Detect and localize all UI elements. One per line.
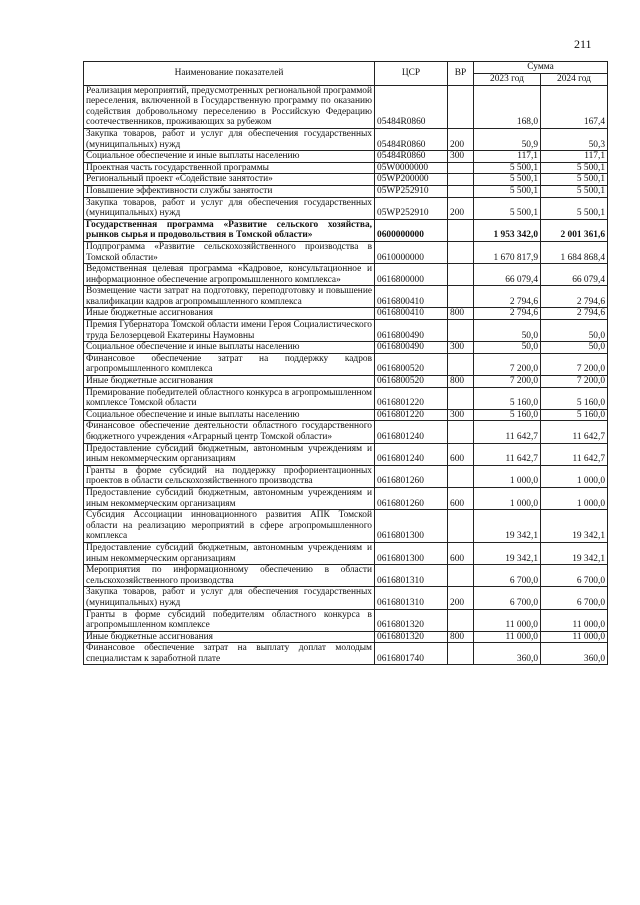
row-value-2023: 6 700,0 bbox=[474, 565, 541, 587]
row-csr: 0616800410 bbox=[375, 286, 448, 308]
row-value-2024: 11 000,0 bbox=[541, 631, 608, 643]
row-value-2024: 2 001 361,6 bbox=[541, 219, 608, 241]
row-name: Закупка товаров, работ и услуг для обеспечения государственных (муниципальных) нужд bbox=[84, 128, 375, 150]
row-name: Финансовое обеспечение деятельности областного государственного бюджетного учреждения «Аграрный центр Томской области» bbox=[84, 421, 375, 443]
table-row bbox=[84, 643, 608, 665]
row-value-2023: 5 500,1 bbox=[474, 185, 541, 197]
row-vr bbox=[448, 643, 474, 665]
row-vr bbox=[448, 185, 474, 197]
table-row bbox=[84, 128, 608, 150]
table-row bbox=[84, 185, 608, 197]
row-value-2024: 5 160,0 bbox=[541, 387, 608, 409]
row-vr bbox=[448, 174, 474, 186]
row-value-2024: 2 794,6 bbox=[541, 308, 608, 320]
row-vr: 300 bbox=[448, 409, 474, 421]
row-value-2023: 1 000,0 bbox=[474, 465, 541, 487]
row-value-2024: 50,0 bbox=[541, 320, 608, 342]
row-name: Закупка товаров, работ и услуг для обеспечения государственных (муниципальных) нужд bbox=[84, 587, 375, 609]
table-row bbox=[84, 487, 608, 509]
table-row bbox=[84, 197, 608, 219]
row-name: Премия Губернатора Томской области имени Героя Социалистического труда Белозерцевой Екатерины Наумовны bbox=[84, 320, 375, 342]
row-value-2024: 5 500,1 bbox=[541, 197, 608, 219]
header-year-2023: 2023 год bbox=[474, 74, 541, 86]
row-name: Иные бюджетные ассигнования bbox=[84, 631, 375, 643]
row-value-2024: 19 342,1 bbox=[541, 542, 608, 564]
row-csr: 0616800520 bbox=[375, 376, 448, 388]
row-csr: 0616800410 bbox=[375, 308, 448, 320]
row-name: Социальное обеспечение и иные выплаты населению bbox=[84, 409, 375, 421]
table-row bbox=[84, 320, 608, 342]
row-name: Социальное обеспечение и иные выплаты населению bbox=[84, 342, 375, 354]
row-name: Региональный проект «Содействие занятости» bbox=[84, 174, 375, 186]
row-value-2024: 11 000,0 bbox=[541, 609, 608, 631]
row-name: Государственная программа «Развитие сельского хозяйства, рынков сырья и продовольствия в Томской области» bbox=[84, 219, 375, 241]
row-vr: 800 bbox=[448, 376, 474, 388]
row-name: Реализация мероприятий, предусмотренных региональной программой переселения, включенной в Государственную программу по оказанию содействия добровольному переселению в Российскую Федерацию соотечественников, проживающих за рубежом bbox=[84, 85, 375, 128]
table-row bbox=[84, 376, 608, 388]
row-value-2024: 1 000,0 bbox=[541, 487, 608, 509]
row-value-2024: 360,0 bbox=[541, 643, 608, 665]
row-csr: 0616801220 bbox=[375, 409, 448, 421]
row-value-2023: 11 000,0 bbox=[474, 609, 541, 631]
row-csr: 0616801310 bbox=[375, 565, 448, 587]
row-vr bbox=[448, 264, 474, 286]
row-name: Премирование победителей областного конкурса в агропромышленном комплексе Томской области bbox=[84, 387, 375, 409]
row-value-2023: 1 953 342,0 bbox=[474, 219, 541, 241]
table-row bbox=[84, 409, 608, 421]
row-csr: 05WP200000 bbox=[375, 174, 448, 186]
row-value-2023: 50,9 bbox=[474, 128, 541, 150]
row-value-2024: 1 000,0 bbox=[541, 465, 608, 487]
row-csr: 0616801300 bbox=[375, 510, 448, 543]
row-csr: 0616801220 bbox=[375, 387, 448, 409]
row-value-2024: 11 642,7 bbox=[541, 443, 608, 465]
table-row bbox=[84, 387, 608, 409]
row-csr: 05WP252910 bbox=[375, 197, 448, 219]
row-name: Предоставление субсидий бюджетным, автономным учреждениям и иным некоммерческим организациям bbox=[84, 542, 375, 564]
row-name: Гранты в форме субсидий победителям областного конкурса в агропромышленном комплексе bbox=[84, 609, 375, 631]
table-row bbox=[84, 609, 608, 631]
table-row bbox=[84, 421, 608, 443]
row-value-2024: 2 794,6 bbox=[541, 286, 608, 308]
row-vr: 200 bbox=[448, 128, 474, 150]
row-value-2024: 19 342,1 bbox=[541, 510, 608, 543]
row-value-2023: 2 794,6 bbox=[474, 286, 541, 308]
row-vr: 600 bbox=[448, 542, 474, 564]
row-name: Иные бюджетные ассигнования bbox=[84, 376, 375, 388]
row-vr bbox=[448, 387, 474, 409]
row-vr: 300 bbox=[448, 342, 474, 354]
row-name: Мероприятия по информационному обеспечению в области сельскохозяйственного производства bbox=[84, 565, 375, 587]
row-value-2024: 7 200,0 bbox=[541, 353, 608, 375]
table-row bbox=[84, 443, 608, 465]
row-vr bbox=[448, 219, 474, 241]
row-value-2023: 117,1 bbox=[474, 151, 541, 163]
row-value-2023: 5 160,0 bbox=[474, 409, 541, 421]
row-csr: 0616800000 bbox=[375, 264, 448, 286]
header-year-2024: 2024 год bbox=[541, 74, 608, 86]
row-value-2024: 5 500,1 bbox=[541, 174, 608, 186]
row-vr bbox=[448, 162, 474, 174]
row-csr: 05484R0860 bbox=[375, 151, 448, 163]
row-csr: 0616801260 bbox=[375, 465, 448, 487]
header-vr: ВР bbox=[448, 62, 474, 86]
row-csr: 0616800490 bbox=[375, 342, 448, 354]
row-vr bbox=[448, 565, 474, 587]
row-csr: 0616800490 bbox=[375, 320, 448, 342]
row-value-2024: 5 160,0 bbox=[541, 409, 608, 421]
table-row bbox=[84, 587, 608, 609]
table-body bbox=[84, 85, 608, 665]
row-vr bbox=[448, 421, 474, 443]
row-csr: 0616801320 bbox=[375, 631, 448, 643]
header-name: Наименование показателей bbox=[84, 62, 375, 86]
row-value-2024: 11 642,7 bbox=[541, 421, 608, 443]
row-value-2024: 66 079,4 bbox=[541, 264, 608, 286]
row-csr: 0610000000 bbox=[375, 241, 448, 263]
row-name: Закупка товаров, работ и услуг для обеспечения государственных (муниципальных) нужд bbox=[84, 197, 375, 219]
row-vr bbox=[448, 353, 474, 375]
row-name: Гранты в форме субсидий на поддержку профориентационных проектов в области сельскохозяйственного производства bbox=[84, 465, 375, 487]
row-value-2024: 117,1 bbox=[541, 151, 608, 163]
row-vr: 800 bbox=[448, 631, 474, 643]
table-row bbox=[84, 264, 608, 286]
row-name: Предоставление субсидий бюджетным, автономным учреждениям и иным некоммерческим организациям bbox=[84, 443, 375, 465]
row-value-2023: 7 200,0 bbox=[474, 353, 541, 375]
row-value-2023: 6 700,0 bbox=[474, 587, 541, 609]
row-value-2023: 5 160,0 bbox=[474, 387, 541, 409]
budget-table bbox=[83, 61, 608, 665]
row-name: Социальное обеспечение и иные выплаты населению bbox=[84, 151, 375, 163]
row-value-2023: 5 500,1 bbox=[474, 162, 541, 174]
row-vr bbox=[448, 85, 474, 128]
row-name: Финансовое обеспечение затрат на поддержку кадров агропромышленного комплекса bbox=[84, 353, 375, 375]
row-csr: 0600000000 bbox=[375, 219, 448, 241]
header-sum: Сумма bbox=[474, 62, 608, 74]
table-row bbox=[84, 241, 608, 263]
row-vr: 800 bbox=[448, 308, 474, 320]
row-value-2024: 50,3 bbox=[541, 128, 608, 150]
row-value-2023: 168,0 bbox=[474, 85, 541, 128]
row-value-2023: 19 342,1 bbox=[474, 542, 541, 564]
row-vr bbox=[448, 609, 474, 631]
row-vr bbox=[448, 465, 474, 487]
row-csr: 05W0000000 bbox=[375, 162, 448, 174]
row-csr: 0616801240 bbox=[375, 421, 448, 443]
row-value-2024: 5 500,1 bbox=[541, 185, 608, 197]
row-vr: 600 bbox=[448, 487, 474, 509]
row-value-2023: 7 200,0 bbox=[474, 376, 541, 388]
table-row bbox=[84, 151, 608, 163]
table-row bbox=[84, 219, 608, 241]
row-value-2023: 11 642,7 bbox=[474, 421, 541, 443]
row-csr: 0616800520 bbox=[375, 353, 448, 375]
row-name: Возмещение части затрат на подготовку, переподготовку и повышение квалификации кадров агропромышленного комплекса bbox=[84, 286, 375, 308]
row-csr: 05WP252910 bbox=[375, 185, 448, 197]
header-csr: ЦСР bbox=[375, 62, 448, 86]
row-value-2024: 1 684 868,4 bbox=[541, 241, 608, 263]
row-name: Подпрограмма «Развитие сельскохозяйственного производства в Томской области» bbox=[84, 241, 375, 263]
table-row bbox=[84, 342, 608, 354]
table-row bbox=[84, 631, 608, 643]
row-name: Ведомственная целевая программа «Кадровое, консультационное и информационное обеспечение агропромышленного комплекса» bbox=[84, 264, 375, 286]
table-header-row bbox=[84, 62, 608, 74]
row-value-2023: 50,0 bbox=[474, 342, 541, 354]
row-value-2023: 66 079,4 bbox=[474, 264, 541, 286]
row-csr: 0616801300 bbox=[375, 542, 448, 564]
row-name: Субсидия Ассоциации инновационного развития АПК Томской области на реализацию мероприятий в сфере агропромышленного комплекса bbox=[84, 510, 375, 543]
table-row bbox=[84, 542, 608, 564]
table-row bbox=[84, 174, 608, 186]
row-csr: 05484R0860 bbox=[375, 85, 448, 128]
row-value-2023: 5 500,1 bbox=[474, 197, 541, 219]
table-row bbox=[84, 510, 608, 543]
row-value-2023: 50,0 bbox=[474, 320, 541, 342]
row-value-2024: 50,0 bbox=[541, 342, 608, 354]
row-vr: 200 bbox=[448, 197, 474, 219]
row-value-2023: 11 000,0 bbox=[474, 631, 541, 643]
row-value-2024: 7 200,0 bbox=[541, 376, 608, 388]
row-name: Предоставление субсидий бюджетным, автономным учреждениям и иным некоммерческим организациям bbox=[84, 487, 375, 509]
row-name: Иные бюджетные ассигнования bbox=[84, 308, 375, 320]
row-vr: 300 bbox=[448, 151, 474, 163]
row-value-2024: 6 700,0 bbox=[541, 565, 608, 587]
row-value-2023: 360,0 bbox=[474, 643, 541, 665]
row-csr: 0616801320 bbox=[375, 609, 448, 631]
row-vr bbox=[448, 241, 474, 263]
row-vr: 200 bbox=[448, 587, 474, 609]
page-number: 211 bbox=[574, 37, 592, 51]
table-row bbox=[84, 286, 608, 308]
row-value-2023: 11 642,7 bbox=[474, 443, 541, 465]
row-value-2023: 5 500,1 bbox=[474, 174, 541, 186]
row-vr: 600 bbox=[448, 443, 474, 465]
row-csr: 0616801240 bbox=[375, 443, 448, 465]
row-csr: 0616801260 bbox=[375, 487, 448, 509]
row-vr bbox=[448, 510, 474, 543]
row-value-2023: 2 794,6 bbox=[474, 308, 541, 320]
table-row bbox=[84, 308, 608, 320]
table-row bbox=[84, 353, 608, 375]
row-csr: 05484R0860 bbox=[375, 128, 448, 150]
row-name: Финансовое обеспечение затрат на выплату доплат молодым специалистам к заработной плате bbox=[84, 643, 375, 665]
row-vr bbox=[448, 286, 474, 308]
row-name: Повышение эффективности службы занятости bbox=[84, 185, 375, 197]
row-value-2023: 1 000,0 bbox=[474, 487, 541, 509]
row-vr bbox=[448, 320, 474, 342]
row-value-2024: 167,4 bbox=[541, 85, 608, 128]
row-name: Проектная часть государственной программы bbox=[84, 162, 375, 174]
row-csr: 0616801310 bbox=[375, 587, 448, 609]
row-csr: 0616801740 bbox=[375, 643, 448, 665]
table-row bbox=[84, 465, 608, 487]
row-value-2024: 5 500,1 bbox=[541, 162, 608, 174]
table-row bbox=[84, 162, 608, 174]
row-value-2023: 19 342,1 bbox=[474, 510, 541, 543]
row-value-2024: 6 700,0 bbox=[541, 587, 608, 609]
table-row bbox=[84, 85, 608, 128]
table-row bbox=[84, 565, 608, 587]
row-value-2023: 1 670 817,9 bbox=[474, 241, 541, 263]
